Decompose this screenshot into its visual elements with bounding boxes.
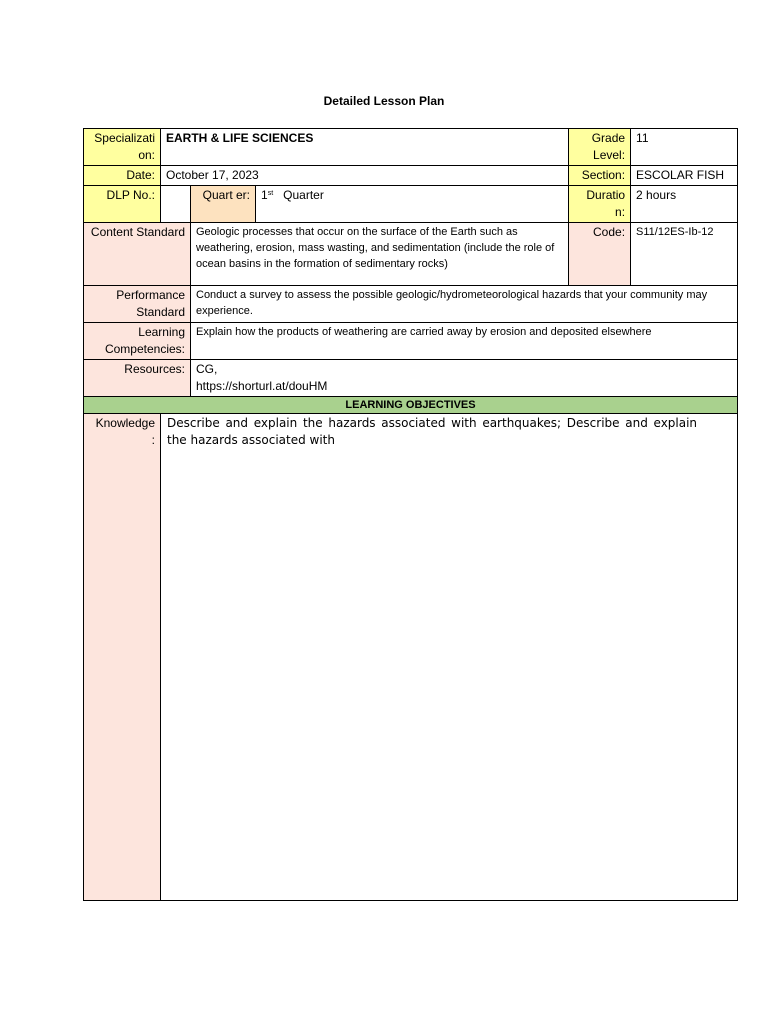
row-dlp [84, 186, 738, 223]
learning-objectives-header: LEARNING OBJECTIVES [84, 397, 738, 414]
resources-value [191, 360, 738, 397]
code-label: Code: [569, 223, 631, 286]
quarter-number: 1 [261, 188, 268, 202]
row-learning-objectives [84, 397, 738, 414]
performance-standard-value: Conduct a survey to assess the possible geologic/hydrometeorological hazards that your community may experience. [191, 286, 738, 323]
duration-value: 2 hours [631, 186, 738, 223]
grade-level-label: Grade Level: [569, 129, 631, 166]
learning-competencies-label: Learning Competencies: [84, 323, 191, 360]
section-label: Section: [569, 166, 631, 186]
row-content-standard [84, 223, 738, 286]
resources-label: Resources: [84, 360, 191, 397]
resources-line-1: CG, [196, 362, 218, 376]
date-value: October 17, 2023 [161, 166, 569, 186]
knowledge-value [161, 414, 738, 901]
content-standard-label: Content Standard [84, 223, 191, 286]
row-learning-competencies [84, 323, 738, 360]
document-title: Detailed Lesson Plan [323, 94, 445, 108]
knowledge-label: Knowledge : [84, 414, 161, 901]
dlp-no-label: DLP No.: [84, 186, 161, 223]
quarter-word: Quarter [283, 188, 324, 202]
quarter-value [256, 186, 569, 223]
code-value: S11/12ES-Ib-12 [631, 223, 738, 286]
resources-link[interactable]: https://shorturl.at/douHM [196, 379, 328, 393]
content-standard-value: Geologic processes that occur on the surface of the Earth such as weathering, erosion, mass wasting, and sedimentation (include the role of ocean basins in the formation of sedimentary rocks) [191, 223, 569, 286]
duration-label: Duratio n: [569, 186, 631, 223]
row-performance-standard [84, 286, 738, 323]
learning-competencies-value: Explain how the products of weathering are carried away by erosion and deposited elsewhere [191, 323, 738, 360]
performance-standard-label: Performance Standard [84, 286, 191, 323]
date-label: Date: [84, 166, 161, 186]
section-value: ESCOLAR FISH [631, 166, 738, 186]
specialization-label: Specializati on: [84, 129, 161, 166]
row-knowledge [84, 414, 738, 901]
quarter-label: Quart er: [191, 186, 256, 223]
specialization-value: EARTH & LIFE SCIENCES [161, 129, 569, 166]
row-resources [84, 360, 738, 397]
row-specialization [84, 129, 738, 166]
quarter-suffix: st [267, 190, 274, 197]
dlp-no-value [161, 186, 191, 223]
knowledge-text: Describe and explain the hazards associated with earthquakes; Describe and explain the hazards associated with [167, 416, 698, 447]
grade-level-value: 11 [631, 129, 738, 166]
lesson-plan-table [83, 128, 738, 901]
row-date [84, 166, 738, 186]
